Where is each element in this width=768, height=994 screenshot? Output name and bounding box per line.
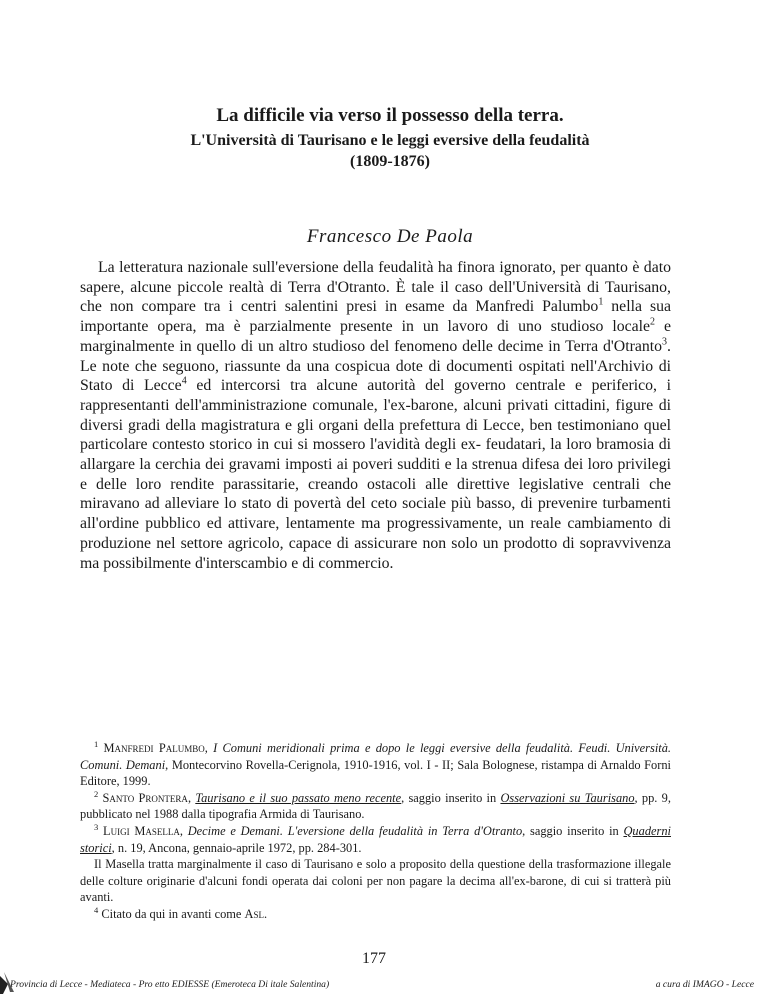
title-block — [80, 104, 700, 172]
footnote-3: $^3$ Luigi Masella, Decime e Demani. L'eversione della feudalità in Terra d'Otranto, saggio inserito in Quaderni storici, n. 19, Ancona, gennaio-aprile 1972, pp. 284-301. — [80, 821, 671, 855]
footnote-author: Santo Prontera — [102, 790, 188, 805]
footnote-1: $^1$ Manfredi Palumbo, I Comuni meridionali prima e dopo le leggi eversive della feudalità. Feudi. Università. Comuni. Demani, Montecorvino Rovella-Cerignola, 1910-1916, vol. I - II; Sala Bolognese, ristampa di Arnaldo Forni Editore, 1999. — [80, 738, 672, 789]
footnote-4: $^4$ Citato da qui in avanti come Asl. — [94, 904, 268, 921]
footer-credit-right: a cura di IMAGO - Lecce — [655, 979, 754, 990]
footnote-ref-2: 2 — [650, 316, 656, 328]
footnote-ref-4: 4 — [181, 375, 187, 387]
footnote-3-continued: Il Masella tratta marginalmente il caso di Taurisano e solo a proposito della questione della trasformazione illegale delle colture originarie d'alcuni fondi operata dai coloni per non pagare la decima all'ex-barone, di cui si tratterà più avanti. — [80, 857, 671, 905]
scan-mark-icon — [0, 970, 20, 994]
footnote-author: Luigi Masella — [103, 823, 180, 838]
article-subtitle: L'Università di Taurisano e le leggi eversive della feudalità — [190, 132, 590, 149]
footnote-author: Manfredi Palumbo — [103, 741, 205, 755]
body-text — [80, 258, 671, 573]
footnotes — [80, 740, 671, 923]
footer-credit-left: Provincia di Lecce - Mediateca - Pro etto EDIESSE (Emeroteca Di itale Salentina) — [10, 979, 330, 990]
article-date-range: (1809-1876) — [350, 153, 430, 170]
footnote-ref-1: 1 — [598, 297, 604, 309]
paragraph: La letteratura nazionale sull'eversione della feudalità ha finora ignorato, per quanto è dato sapere, alcune piccole realtà di Terra d'Otranto. È tale il caso dell'Università di Taurisano, che non compare tra i centri salentini presi in esame da Manfredi Palumbo$^1$ nella sua importante opera, ma è parzialmente presente in un lavoro di uno studioso locale$^2$ e marginalmente in quello di un altro studioso del fenomeno delle decime in Terra d'Otranto$^3$. Le note che seguono, riassunte da una cospicua dote di documenti ospitati nell'Archivio di Stato di Lecce$^4$ ed intercorsi tra alcune autorità del governo centrale e periferico, i rappresentanti dell'amministrazione comunale, l'ex-barone, alcuni privati cittadini, figure di diversi gradi della magistratura e gli organi della prefettura di Lecce, ben testimoniano quel particolare contesto storico in cui si mossero l'avidità degli ex- feudatari, la loro bramosia di allargare la cerchia dei gravami imposti ai poveri sudditi e la strenua difesa dei loro privilegi e delle loro rendite parassitarie, creando ostacoli alle direttive legislative centrali che miravano ad alleviare lo stato di povertà del ceto sociale più basso, di prevenire turbamenti all'ordine pubblico ed attivare, lentamente ma progressivamente, un reale cambiamento di produzione nel settore agricolo, capace di assicurare non solo un prodotto di sopravvivenza ma possibilmente d'interscambio e di commercio. — [80, 259, 671, 572]
author-name: Francesco De Paola — [306, 226, 474, 247]
footnote-2: $^2$ Santo Prontera, Taurisano e il suo passato meno recente, saggio inserito in Osservazioni su Taurisano, pp. 9, pubblicato nel 1988 dalla tipografia Armida di Taurisano. — [80, 788, 671, 822]
page-number: 177 — [362, 950, 386, 967]
article-title: La difficile via verso il possesso della terra. — [216, 105, 564, 126]
footnote-ref-3: 3 — [662, 336, 668, 348]
